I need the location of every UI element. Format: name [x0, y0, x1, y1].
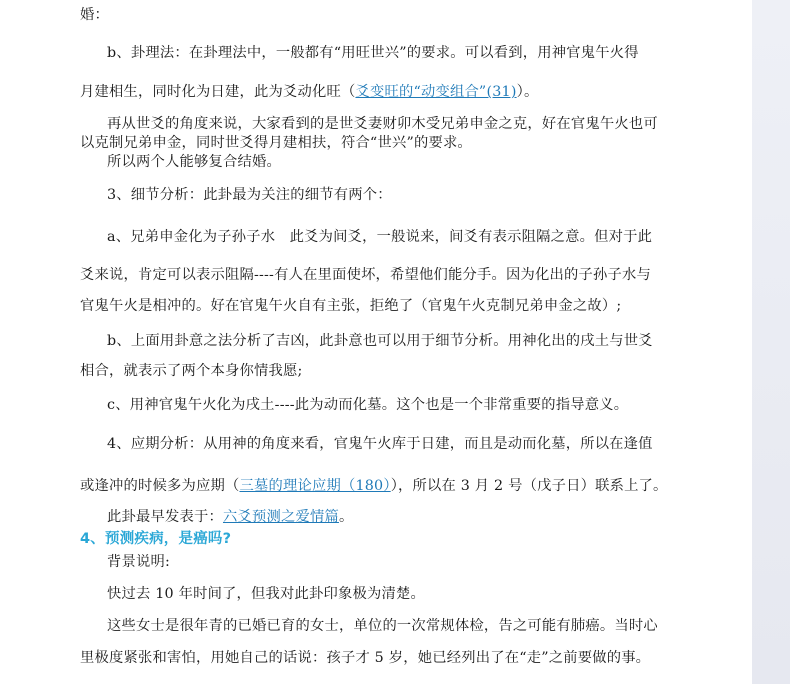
- text-line: [107, 508, 353, 526]
- text-fragment: ），所以在 3 月 2 号（戊子日）联系上了。: [390, 478, 668, 494]
- section-heading: 4、预测疾病，是癌吗?: [80, 531, 232, 547]
- link-love-prediction[interactable]: 六爻预测之爱情篇: [222, 509, 339, 525]
- text-line: 背景说明:: [107, 554, 171, 570]
- text-line: c、用神官鬼午火化为戌土----此为动而化墓。这个也是一个非常重要的指导意义。: [107, 397, 629, 413]
- text-line: 里极度紧张和害怕，用她自己的话说：孩子才 5 岁，她已经列出了在“走”之前要做的事。: [80, 650, 651, 666]
- text-line: 爻来说，肯定可以表示阻隔----有人在里面使坏，希望他们能分手。因为化出的子孙子水与: [80, 267, 652, 283]
- text-line: b、卦理法：在卦理法中，一般都有“用旺世兴”的要求。可以看到，用神官鬼午火得: [107, 45, 639, 61]
- side-panel-background: [752, 0, 790, 684]
- link-three-tombs-theory[interactable]: 三墓的理论应期（180）: [239, 478, 391, 494]
- text-line: 所以两个人能够复合结婚。: [107, 154, 281, 170]
- text-line: 婚：: [80, 7, 109, 23]
- text-line: 再从世爻的角度来说，大家看到的是世爻妻财卯木受兄弟申金之克，好在官鬼午火也可: [107, 116, 658, 132]
- text-line: 相合，就表示了两个本身你情我愿;: [80, 363, 303, 379]
- text-line: b、上面用卦意之法分析了吉凶，此卦意也可以用于细节分析。用神化出的戌土与世爻: [107, 333, 653, 349]
- text-line: [80, 477, 668, 495]
- text-line: 官鬼午火是相冲的。好在官鬼午火自有主张，拒绝了（官鬼午火克制兄弟申金之故）;: [80, 298, 622, 314]
- text-fragment: 或逢冲的时候多为应期（: [80, 478, 240, 494]
- link-dynamic-combination[interactable]: 爻变旺的“动变组合”(31): [355, 84, 517, 100]
- text-line: a、兄弟申金化为子孙子水 此爻为间爻，一般说来，间爻有表示阻隔之意。但对于此: [107, 229, 653, 245]
- text-line: 4、应期分析：从用神的角度来看，官鬼午火库于日建，而且是动而化墓，所以在逢值: [107, 436, 653, 452]
- text-line: 3、细节分析：此卦最为关注的细节有两个：: [107, 187, 392, 203]
- text-fragment: 月建相生，同时化为日建，此为爻动化旺（: [80, 84, 356, 100]
- text-fragment: ）。: [516, 84, 539, 100]
- text-line: 以克制兄弟申金，同时世爻得月建相扶，符合“世兴”的要求。: [80, 135, 472, 151]
- text-fragment: 此卦最早发表于：: [107, 509, 223, 525]
- text-line: 这些女士是很年青的已婚已育的女士，单位的一次常规体检，告之可能有肺癌。当时心: [107, 618, 658, 634]
- text-fragment: 。: [338, 509, 354, 525]
- text-line: 快过去 10 年时间了，但我对此卦印象极为清楚。: [107, 586, 426, 602]
- text-line: [80, 83, 538, 101]
